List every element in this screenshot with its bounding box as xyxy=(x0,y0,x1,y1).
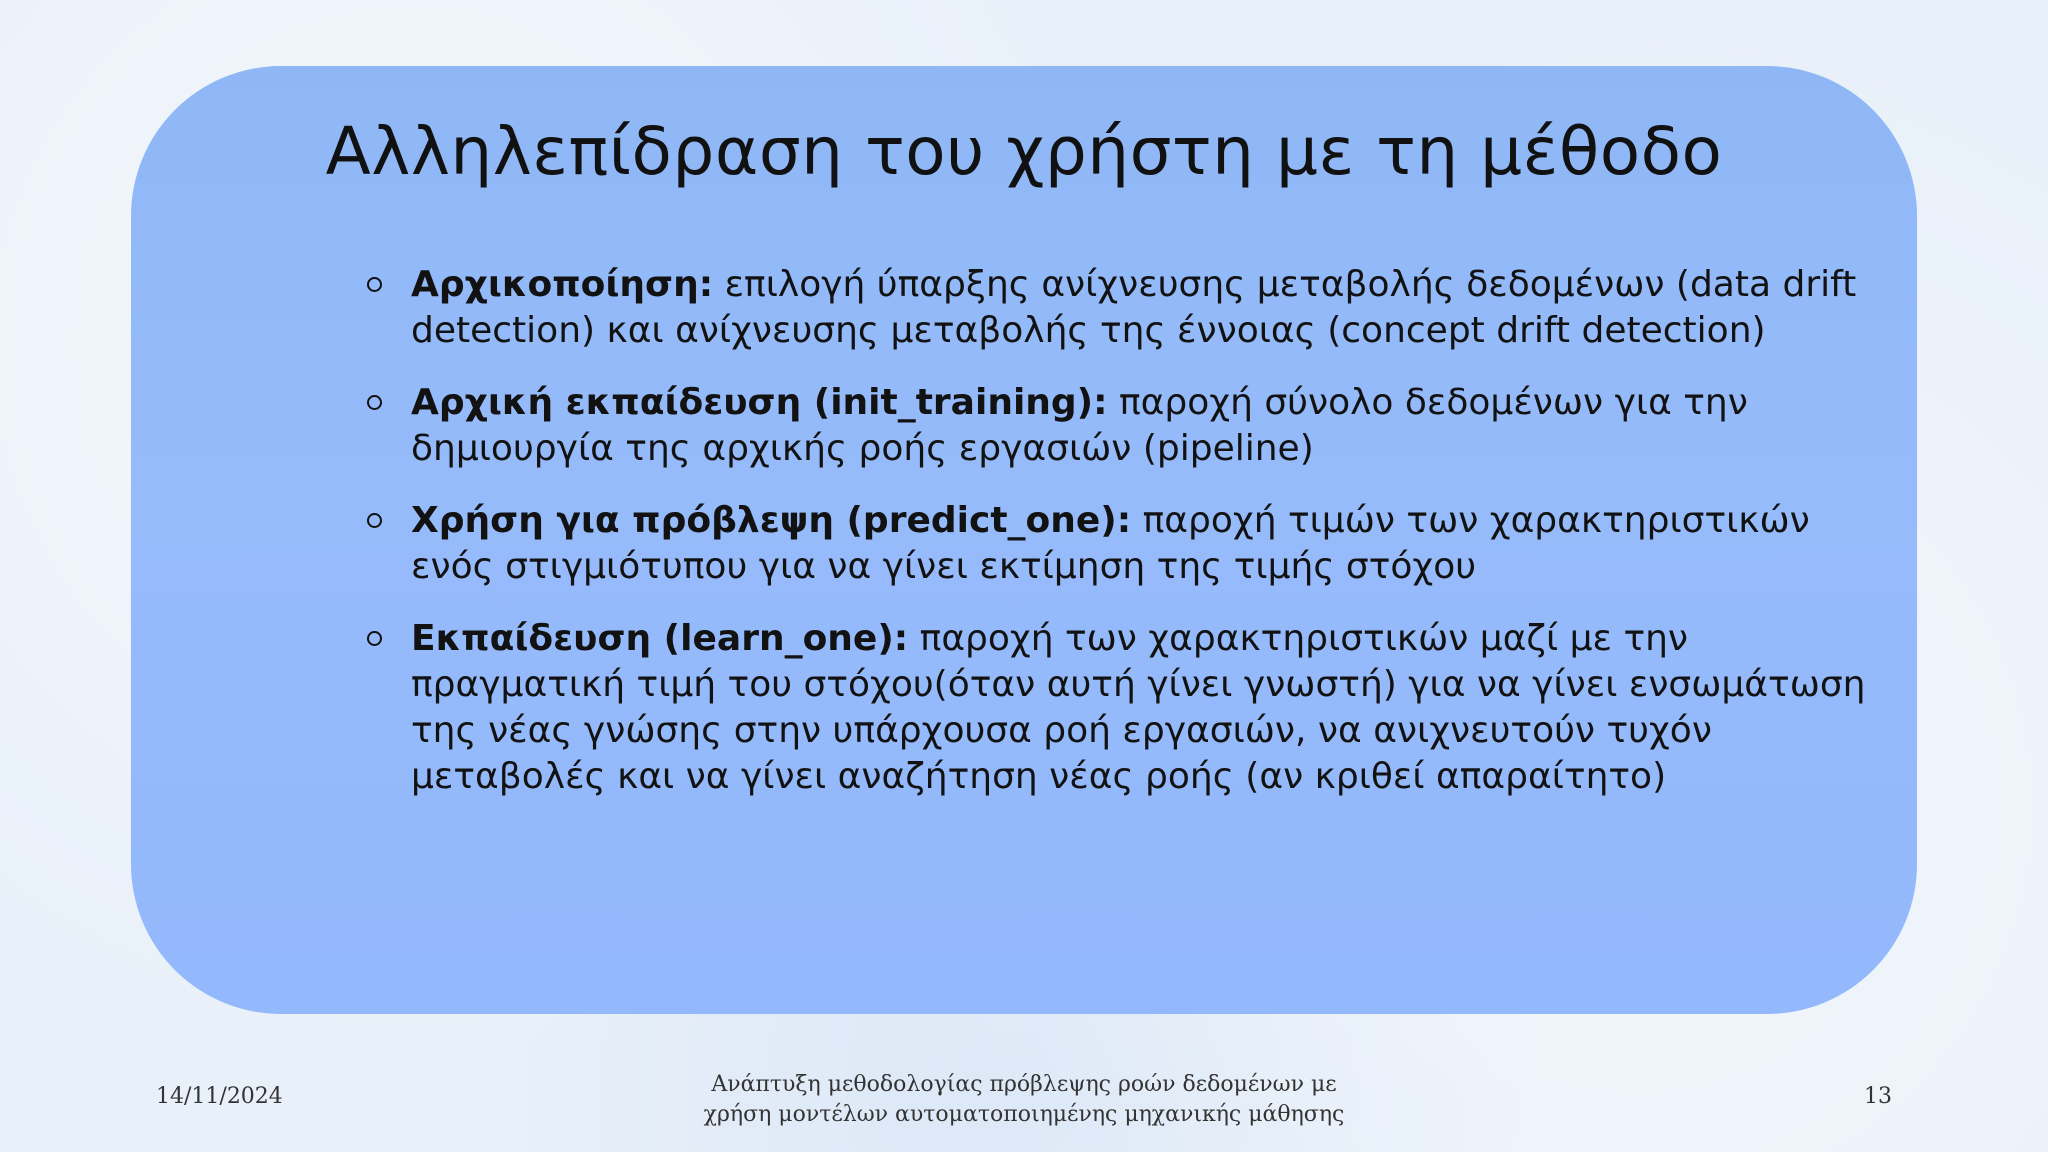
bullet-term: Αρχικοποίηση: xyxy=(411,264,714,305)
hollow-circle-bullet-icon xyxy=(367,631,382,646)
bullet-text: παροχή τιμών των χαρακτηριστικών ενός στιγμιότυπου για να γίνει εκτίμηση της τιμής στόχου xyxy=(411,500,1810,587)
list-item xyxy=(411,262,1871,354)
bullet-text: επιλογή ύπαρξης ανίχνευσης μεταβολής δεδομένων (data drift detection) και ανίχνευσης μεταβολής της έννοιας (concept drift detection) xyxy=(411,264,1857,351)
bullet-text: παροχή των χαρακτηριστικών μαζί με την πραγματική τιμή του στόχου(όταν αυτή γίνει γνωστή) για να γίνει ενσωμάτωση της νέας γνώσης στην υπάρχουσα ροή εργασιών, να ανιχνευτούν τυχόν μεταβολές και να γίνει αναζήτηση νέας ροής (αν κριθεί απαραίτητο) xyxy=(411,618,1866,797)
content-panel xyxy=(131,66,1917,1014)
bullet-text: παροχή σύνολο δεδομένων για την δημιουργία της αρχικής ροής εργασιών (pipeline) xyxy=(411,382,1748,469)
slide-title: Αλληλεπίδραση του χρήστη με τη μέθοδο xyxy=(325,113,1723,190)
bullet-list xyxy=(411,262,1871,826)
page-number: 13 xyxy=(1864,1084,1892,1109)
list-item xyxy=(411,616,1871,800)
bullet-term: Χρήση για πρόβλεψη (predict_one): xyxy=(411,500,1132,541)
footer-caption-line: Ανάπτυξη μεθοδολογίας πρόβλεψης ροών δεδομένων με xyxy=(711,1072,1337,1097)
list-item xyxy=(411,380,1871,472)
list-item xyxy=(411,498,1871,590)
hollow-circle-bullet-icon xyxy=(367,513,382,528)
bullet-term: Αρχική εκπαίδευση (init_training): xyxy=(411,382,1108,423)
footer-caption xyxy=(640,1070,1408,1130)
footer-caption-line: χρήση μοντέλων αυτοματοποιημένης μηχανικής μάθησης xyxy=(703,1102,1345,1127)
footer-date: 14/11/2024 xyxy=(156,1084,283,1109)
hollow-circle-bullet-icon xyxy=(367,277,382,292)
bullet-term: Εκπαίδευση (learn_one): xyxy=(411,618,909,659)
hollow-circle-bullet-icon xyxy=(367,395,382,410)
